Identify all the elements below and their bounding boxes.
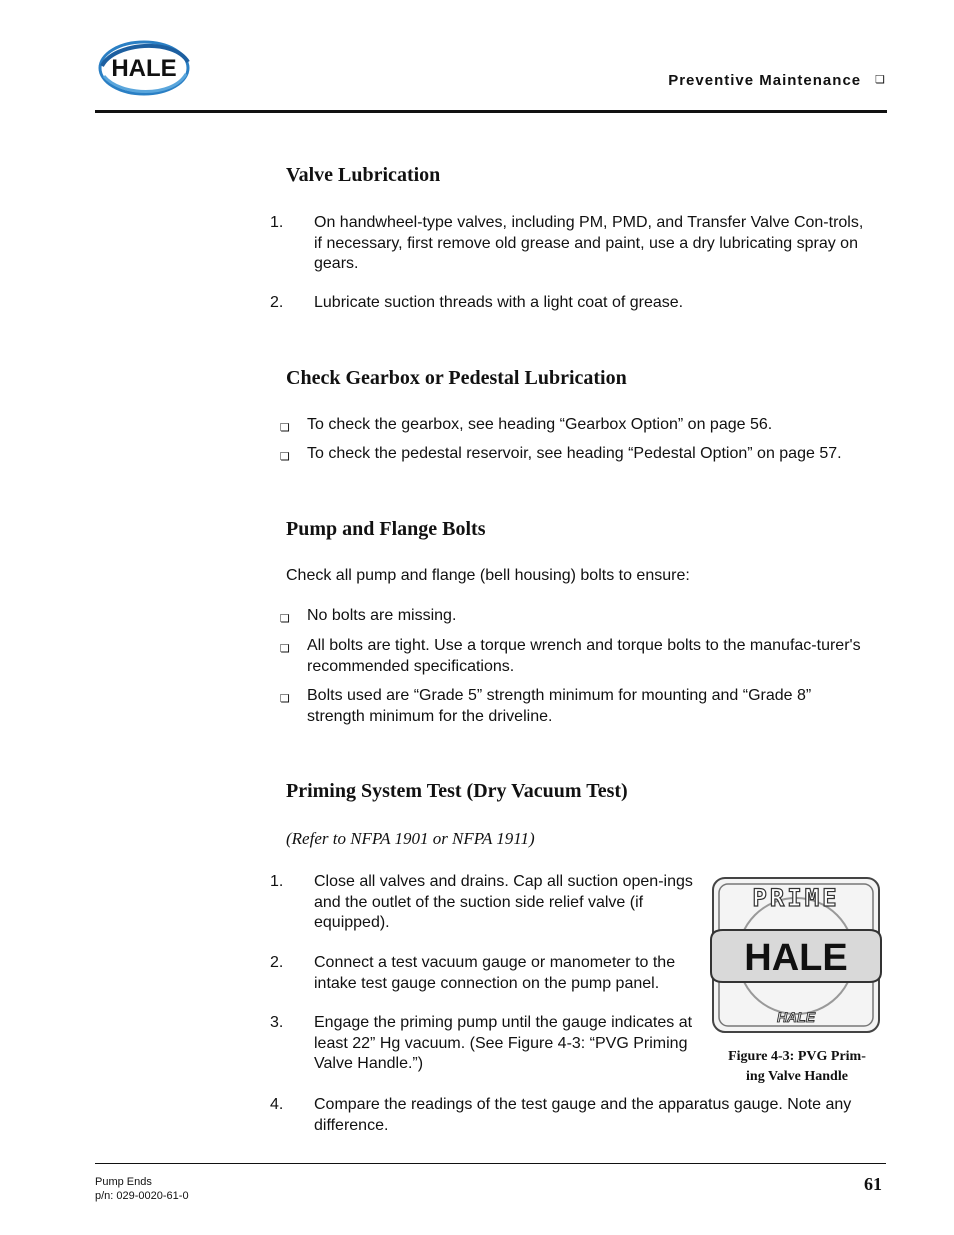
list-item: 1. Close all valves and drains. Cap all suction open-ings and the outlet of the suction side relief valve (if equipped). <box>270 873 693 931</box>
list-item: ❏ Bolts used are “Grade 5” strength minimum for mounting and “Grade 8” strength minimum for the driveline. <box>280 687 812 725</box>
logo-text: HALE <box>111 55 177 82</box>
figure-small-hale-text: HALE <box>776 1009 816 1025</box>
footer-rule <box>95 1163 886 1164</box>
heading-pump-flange-bolts: Pump and Flange Bolts <box>286 518 486 540</box>
box-bullet-icon: ❏ <box>280 451 290 463</box>
list-item: ❏ To check the gearbox, see heading “Gearbox Option” on page 56. <box>280 415 880 436</box>
figure-prime-text: PRIME <box>752 884 840 912</box>
list-item: ❏ To check the pedestal reservoir, see heading “Pedestal Option” on page 57. <box>280 444 880 465</box>
figure-hale-text: HALE <box>744 937 848 979</box>
footer-doc-name: Pump Ends <box>95 1176 152 1188</box>
footer-part-number: p/n: 029-0020-61-0 <box>95 1190 189 1202</box>
hale-logo <box>94 36 194 100</box>
footer-doc-info <box>95 1175 189 1203</box>
header-rule <box>95 110 887 113</box>
list-item: 1. On handwheel-type valves, including PM, PMD, and Transfer Valve Con-trols, if necessary, first remove old grease and paint, use a dry lubricating spray on gears. <box>270 214 864 272</box>
page-number: 61 <box>864 1174 882 1194</box>
heading-valve-lubrication: Valve Lubrication <box>286 164 441 186</box>
box-bullet-icon: ❏ <box>280 693 290 705</box>
figure-caption: Figure 4-3: PVG Prim- ing Valve Handle <box>728 1049 866 1084</box>
bolts-intro: Check all pump and flange (bell housing) bolts to ensure: <box>286 567 690 584</box>
pvg-priming-valve-handle-figure <box>709 876 883 1034</box>
heading-gearbox-lubrication: Check Gearbox or Pedestal Lubrication <box>286 367 627 389</box>
list-item: ❏ No bolts are missing. <box>280 606 880 627</box>
box-bullet-icon: ❏ <box>280 643 290 655</box>
header-section-title: Preventive Maintenance ❏ <box>668 72 886 89</box>
box-bullet-icon: ❏ <box>280 613 290 625</box>
heading-priming-test: Priming System Test (Dry Vacuum Test) <box>286 780 628 802</box>
list-item: 4. Compare the readings of the test gauge and the apparatus gauge. Note any difference. <box>270 1096 852 1134</box>
list-item: ❏ All bolts are tight. Use a torque wrench and torque bolts to the manufac-turer's recommended specifications. <box>280 637 861 675</box>
list-item: 2. Lubricate suction threads with a light coat of grease. <box>270 294 684 311</box>
list-item: 3. Engage the priming pump until the gauge indicates at least 22” Hg vacuum. (See Figure 4-3: “PVG Priming Valve Handle.”) <box>270 1014 693 1072</box>
nfpa-reference: (Refer to NFPA 1901 or NFPA 1911) <box>286 829 535 848</box>
box-bullet-icon: ❏ <box>875 74 886 86</box>
list-item: 2. Connect a test vacuum gauge or manometer to the intake test gauge connection on the pump panel. <box>270 954 676 992</box>
box-bullet-icon: ❏ <box>280 422 290 434</box>
